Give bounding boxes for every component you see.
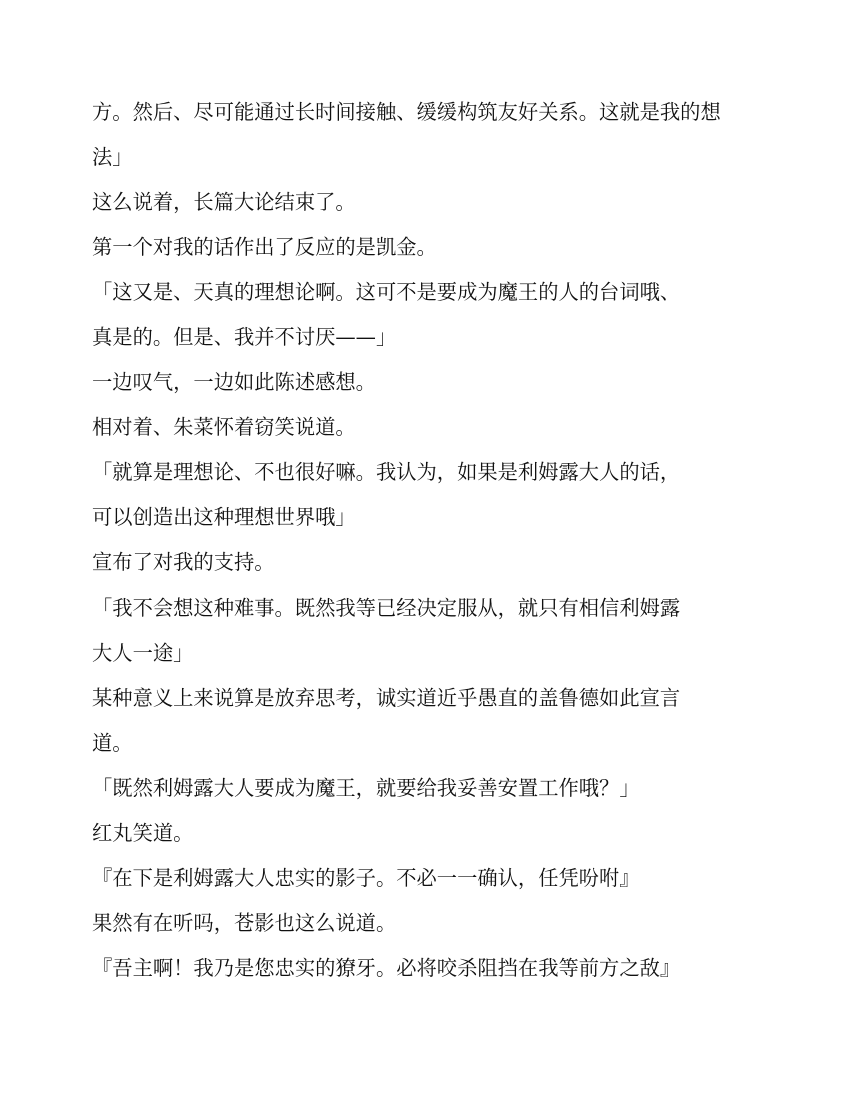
text-line: 方。然后、尽可能通过长时间接触、缓缓构筑友好关系。这就是我的想 — [92, 100, 721, 124]
text-line: 第一个对我的话作出了反应的是凯金。 — [92, 235, 437, 259]
text-line: 可以创造出这种理想世界哦」 — [92, 505, 356, 529]
text-line: 「这又是、天真的理想论啊。这可不是要成为魔王的人的台词哦、 — [92, 280, 681, 304]
text-line: 『在下是利姆露大人忠实的影子。不必一一确认，任凭吩咐』 — [92, 866, 640, 890]
text-line: 「就算是理想论、不也很好嘛。我认为，如果是利姆露大人的话， — [92, 460, 681, 484]
text-line: 这么说着，长篇大论结束了。 — [92, 190, 356, 214]
text-line: 相对着、朱菜怀着窃笑说道。 — [92, 415, 356, 439]
text-line: 果然有在听吗，苍影也这么说道。 — [92, 911, 397, 935]
text-line: 法」 — [92, 145, 133, 169]
text-line: 真是的。但是、我并不讨厌——」 — [92, 325, 397, 349]
text-line: 一边叹气，一边如此陈述感想。 — [92, 370, 376, 394]
text-line: 道。 — [92, 731, 133, 755]
text-line: 「既然利姆露大人要成为魔王，就要给我妥善安置工作哦？」 — [92, 776, 640, 800]
text-line: 红丸笑道。 — [92, 821, 194, 845]
text-line: 「我不会想这种难事。既然我等已经决定服从，就只有相信利姆露 — [92, 596, 681, 620]
text-line: 『吾主啊！我乃是您忠实的獠牙。必将咬杀阻挡在我等前方之敌』 — [92, 956, 681, 980]
text-line: 某种意义上来说算是放弃思考，诚实道近乎愚直的盖鲁德如此宣言 — [92, 686, 681, 710]
text-line: 宣布了对我的支持。 — [92, 550, 275, 574]
text-line: 大人一途」 — [92, 641, 194, 665]
